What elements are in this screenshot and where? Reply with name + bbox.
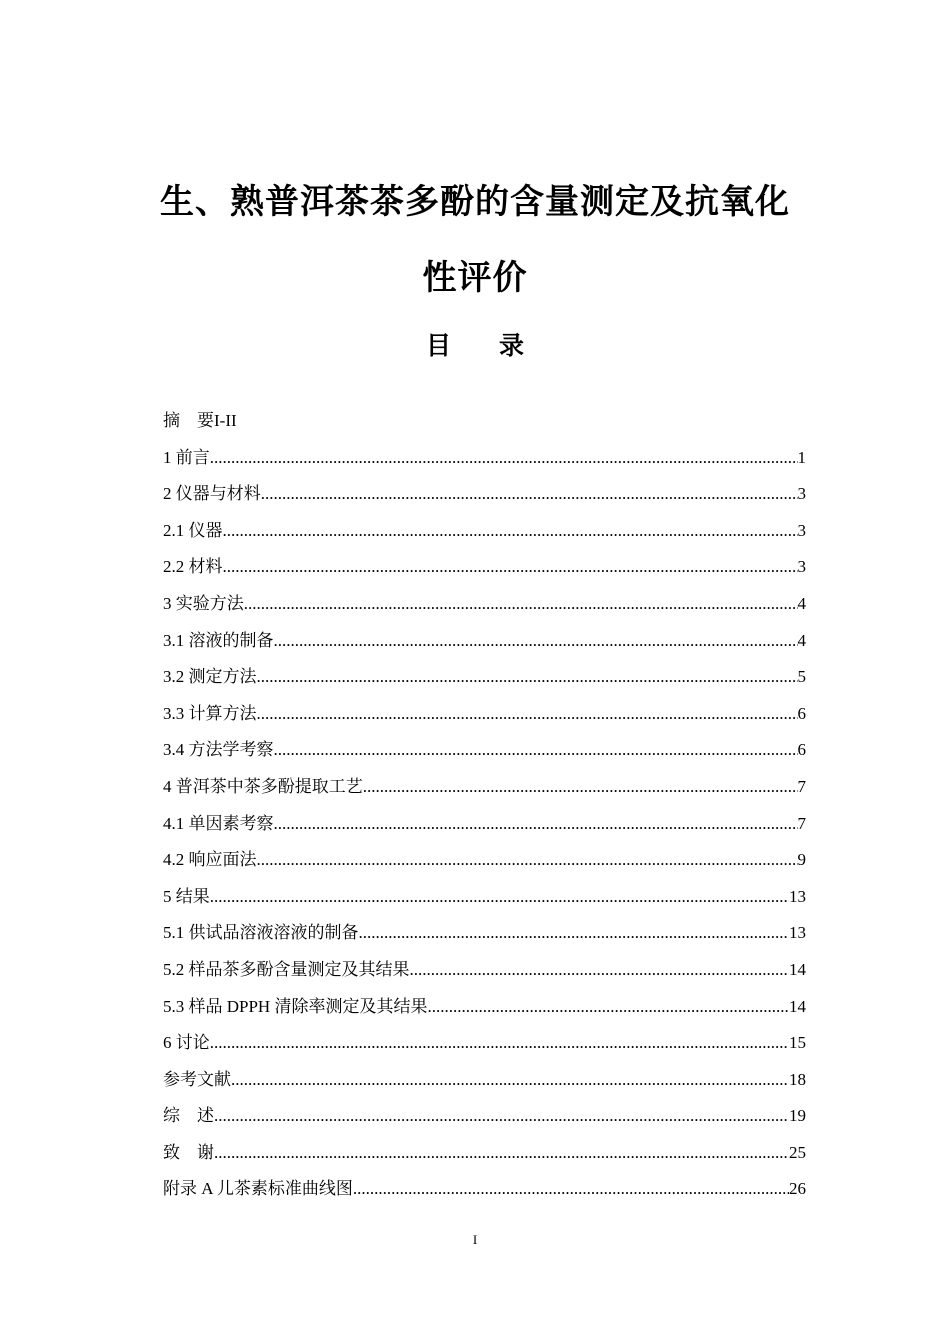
toc-entry-label: 致 谢 (163, 1142, 214, 1162)
toc-entry[interactable] (163, 842, 806, 879)
toc-entry[interactable] (163, 696, 806, 733)
toc-entry[interactable] (163, 1171, 806, 1208)
toc-entry[interactable] (163, 403, 806, 440)
toc-leader-dots (210, 879, 789, 916)
toc-entry[interactable] (163, 440, 806, 477)
toc-entry-page: 13 (789, 923, 806, 943)
toc-leader-dots (257, 659, 798, 696)
toc-entry-label: 3 实验方法 (163, 593, 244, 613)
toc-leader-dots (274, 806, 798, 843)
toc-leader-dots (427, 989, 789, 1026)
toc-leader-dots (214, 1135, 789, 1172)
toc-entry-page: 15 (789, 1033, 806, 1053)
toc-entry-label: 综 述 (163, 1106, 214, 1126)
toc-entry-label: 摘 要I-II (163, 411, 237, 430)
toc-leader-dots (210, 440, 798, 477)
toc-entry-page: 5 (797, 667, 806, 687)
toc-leader-dots (363, 769, 798, 806)
toc-leader-dots (210, 1025, 789, 1062)
table-of-contents (163, 403, 806, 1208)
toc-entry-label: 3.1 溶液的制备 (163, 630, 274, 650)
toc-leader-dots (274, 732, 798, 769)
toc-entry-label: 5.1 供试品溶液溶液的制备 (163, 923, 359, 943)
toc-leader-dots (261, 476, 798, 513)
toc-entry[interactable] (163, 989, 806, 1026)
toc-entry-page: 7 (797, 776, 806, 796)
toc-entry[interactable] (163, 1135, 806, 1172)
toc-entry-page: 4 (797, 593, 806, 613)
toc-leader-dots (223, 513, 798, 550)
toc-entry-label: 2.2 材料 (163, 557, 223, 577)
toc-entry-label: 2.1 仪器 (163, 520, 223, 540)
toc-entry[interactable] (163, 586, 806, 623)
toc-entry-page: 6 (797, 740, 806, 760)
toc-entry-label: 5.2 样品茶多酚含量测定及其结果 (163, 959, 410, 979)
toc-entry-page: 9 (797, 850, 806, 870)
toc-entry-label: 3.4 方法学考察 (163, 740, 274, 760)
document-title-line-1: 生、熟普洱茶茶多酚的含量测定及抗氧化 (160, 182, 790, 222)
toc-entry-label: 1 前言 (163, 447, 210, 467)
toc-entry[interactable] (163, 1062, 806, 1099)
toc-entry-label: 4 普洱茶中茶多酚提取工艺 (163, 776, 363, 796)
toc-entry[interactable] (163, 769, 806, 806)
toc-leader-dots (223, 549, 798, 586)
toc-entry-page: 1 (797, 447, 806, 467)
toc-entry[interactable] (163, 476, 806, 513)
toc-entry-page: 4 (797, 630, 806, 650)
toc-entry[interactable] (163, 623, 806, 660)
toc-entry-page: 3 (797, 520, 806, 540)
toc-entry-page: 14 (789, 959, 806, 979)
toc-entry[interactable] (163, 915, 806, 952)
toc-leader-dots (359, 915, 790, 952)
toc-leader-dots (257, 696, 798, 733)
toc-entry[interactable] (163, 879, 806, 916)
toc-entry[interactable] (163, 732, 806, 769)
toc-entry-label: 4.1 单因素考察 (163, 813, 274, 833)
toc-entry-page: 3 (797, 484, 806, 504)
toc-entry[interactable] (163, 952, 806, 989)
toc-entry-page: 19 (789, 1106, 806, 1126)
toc-leader-dots (410, 952, 790, 989)
toc-entry[interactable] (163, 513, 806, 550)
toc-entry-label: 3.2 测定方法 (163, 667, 257, 687)
toc-leader-dots (231, 1062, 789, 1099)
toc-leader-dots (274, 623, 798, 660)
toc-entry-page: 14 (789, 996, 806, 1016)
toc-entry[interactable] (163, 806, 806, 843)
toc-heading: 目录 (425, 331, 572, 360)
toc-leader-dots (257, 842, 798, 879)
toc-entry-label: 4.2 响应面法 (163, 850, 257, 870)
toc-entry-page: 18 (789, 1069, 806, 1089)
toc-entry[interactable] (163, 1025, 806, 1062)
toc-entry-label: 参考文献 (163, 1069, 231, 1089)
toc-entry-label: 附录 A 儿茶素标准曲线图 (163, 1179, 353, 1199)
toc-leader-dots (244, 586, 798, 623)
toc-entry-page: 26 (789, 1179, 806, 1199)
toc-entry[interactable] (163, 659, 806, 696)
toc-entry-label: 2 仪器与材料 (163, 484, 261, 504)
toc-leader-dots (214, 1098, 789, 1135)
toc-entry-page: 3 (797, 557, 806, 577)
toc-entry-label: 5.3 样品 DPPH 清除率测定及其结果 (163, 996, 428, 1016)
toc-entry-label: 3.3 计算方法 (163, 703, 257, 723)
document-title-line-2: 性评价 (422, 258, 528, 298)
toc-entry[interactable] (163, 549, 806, 586)
toc-entry-page: 7 (797, 813, 806, 833)
toc-entry-page: 25 (789, 1142, 806, 1162)
toc-leader-dots (353, 1171, 789, 1208)
page-number: I (472, 1232, 478, 1247)
toc-entry-page: 13 (789, 886, 806, 906)
toc-entry-label: 5 结果 (163, 886, 210, 906)
toc-entry[interactable] (163, 1098, 806, 1135)
toc-entry-page: 6 (797, 703, 806, 723)
toc-entry-label: 6 讨论 (163, 1033, 210, 1053)
